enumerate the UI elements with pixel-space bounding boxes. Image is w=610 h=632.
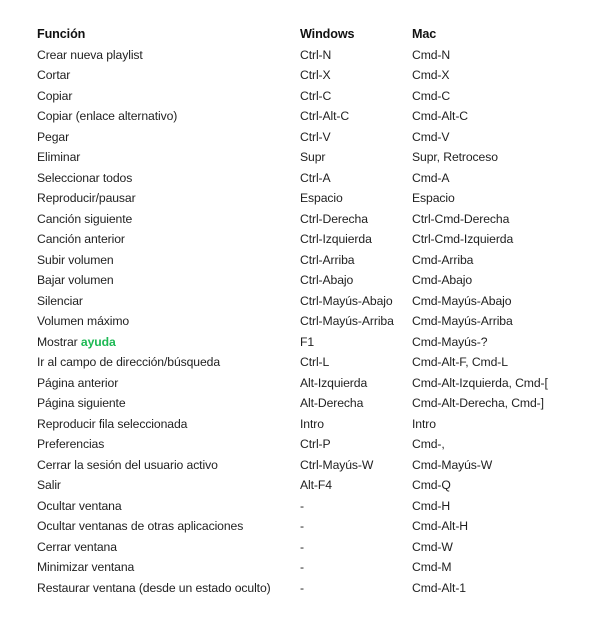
- function-label: Seleccionar todos: [37, 170, 133, 185]
- function-cell: [37, 475, 300, 496]
- mac-shortcut: Cmd-Alt-C: [412, 109, 468, 123]
- mac-shortcut: Cmd-X: [412, 68, 450, 82]
- table-row: [37, 455, 597, 476]
- windows-shortcut: -: [300, 580, 304, 595]
- header-mac: Mac: [412, 27, 437, 41]
- table-row: [37, 537, 597, 558]
- mac-shortcut: Cmd-V: [412, 129, 450, 144]
- mac-shortcut: Cmd-,: [412, 437, 445, 451]
- windows-shortcut: Alt-Izquierda: [300, 375, 368, 390]
- function-label: Reproducir/pausar: [37, 191, 136, 205]
- mac-shortcut: Cmd-Arriba: [412, 252, 474, 267]
- mac-shortcut: Cmd-Alt-1: [412, 580, 466, 595]
- mac-shortcut: Cmd-Alt-F, Cmd-L: [412, 355, 508, 369]
- table-row: [37, 65, 597, 86]
- function-label: Salir: [37, 478, 61, 492]
- function-cell: [37, 516, 300, 537]
- mac-shortcut: Cmd-Alt-Derecha, Cmd-]: [412, 396, 544, 410]
- windows-shortcut: Ctrl-N: [300, 47, 332, 62]
- function-label: Minimizar ventana: [37, 560, 135, 574]
- function-cell: [37, 352, 300, 373]
- table-row: [37, 229, 597, 250]
- function-label: Canción anterior: [37, 232, 125, 246]
- function-label: Mostrar: [37, 334, 78, 349]
- function-label: Página siguiente: [37, 396, 126, 410]
- function-cell: [37, 250, 300, 271]
- function-label: Cortar: [37, 68, 71, 82]
- windows-shortcut: Intro: [300, 416, 324, 431]
- table-row: [37, 127, 597, 148]
- function-label: Eliminar: [37, 150, 81, 164]
- function-cell: [37, 537, 300, 558]
- function-label: Ir al campo de dirección/búsqueda: [37, 355, 221, 369]
- function-cell: [37, 557, 300, 578]
- help-highlight: ayuda: [80, 334, 116, 349]
- function-label: Ocultar ventana: [37, 498, 122, 513]
- function-label: Copiar: [37, 88, 73, 103]
- table-row: [37, 578, 597, 599]
- mac-shortcut: Cmd-H: [412, 498, 451, 513]
- table-row: [37, 147, 597, 168]
- function-label: Volumen máximo: [37, 314, 130, 328]
- function-label: Preferencias: [37, 437, 105, 451]
- mac-shortcut: Cmd-Mayús-Abajo: [412, 293, 512, 308]
- function-label: Canción siguiente: [37, 211, 133, 226]
- windows-shortcut: Ctrl-Abajo: [300, 273, 354, 287]
- windows-shortcut: -: [300, 560, 304, 574]
- mac-shortcut: Espacio: [412, 191, 455, 205]
- function-label: Crear nueva playlist: [37, 47, 143, 62]
- function-cell: [37, 455, 300, 476]
- table-row: [37, 332, 597, 353]
- mac-shortcut: Supr, Retroceso: [412, 150, 498, 164]
- windows-shortcut: Ctrl-Mayús-W: [300, 457, 374, 472]
- table-row: [37, 86, 597, 107]
- function-cell: [37, 393, 300, 414]
- windows-shortcut: F1: [300, 334, 315, 349]
- function-label: Cerrar ventana: [37, 539, 117, 554]
- function-cell: [37, 434, 300, 455]
- table-row: [37, 516, 597, 537]
- function-label: Restaurar ventana (desde un estado oculto): [37, 580, 271, 595]
- function-label: Subir volumen: [37, 252, 114, 267]
- function-cell: [37, 291, 300, 312]
- table-row: [37, 106, 597, 127]
- shortcuts-table: [37, 24, 597, 598]
- windows-shortcut: -: [300, 519, 304, 533]
- windows-shortcut: Ctrl-L: [300, 355, 330, 369]
- function-label: Reproducir fila seleccionada: [37, 416, 188, 431]
- mac-shortcut: Cmd-Mayús-Arriba: [412, 314, 513, 328]
- mac-shortcut: Intro: [412, 416, 436, 431]
- function-cell: [37, 106, 300, 127]
- table-row: [37, 270, 597, 291]
- table-row: [37, 168, 597, 189]
- windows-shortcut: Ctrl-Mayús-Abajo: [300, 293, 393, 308]
- function-cell: [37, 332, 300, 353]
- table-row: [37, 352, 597, 373]
- windows-shortcut: Ctrl-Arriba: [300, 252, 355, 267]
- table-row: [37, 373, 597, 394]
- table-row: [37, 311, 597, 332]
- windows-shortcut: Supr: [300, 150, 326, 164]
- function-cell: [37, 147, 300, 168]
- function-label: Bajar volumen: [37, 273, 114, 287]
- table-row: [37, 475, 597, 496]
- function-cell: [37, 373, 300, 394]
- function-cell: [37, 168, 300, 189]
- function-cell: [37, 229, 300, 250]
- table-row: [37, 434, 597, 455]
- mac-shortcut: Cmd-M: [412, 560, 452, 574]
- windows-shortcut: Ctrl-P: [300, 437, 331, 451]
- table-row: [37, 291, 597, 312]
- table-row: [37, 250, 597, 271]
- table-row: [37, 414, 597, 435]
- windows-shortcut: Ctrl-Izquierda: [300, 232, 372, 246]
- function-cell: [37, 270, 300, 291]
- function-cell: [37, 414, 300, 435]
- function-label: Página anterior: [37, 375, 119, 390]
- function-cell: [37, 188, 300, 209]
- windows-shortcut: Ctrl-A: [300, 170, 331, 185]
- function-cell: [37, 127, 300, 148]
- header-windows: Windows: [300, 27, 355, 41]
- windows-shortcut: Ctrl-V: [300, 129, 331, 144]
- function-cell: [37, 86, 300, 107]
- windows-shortcut: Alt-Derecha: [300, 396, 364, 410]
- table-header-row: [37, 24, 597, 45]
- windows-shortcut: Ctrl-Derecha: [300, 211, 368, 226]
- table-row: [37, 45, 597, 66]
- mac-shortcut: Cmd-Alt-Izquierda, Cmd-[: [412, 375, 548, 390]
- function-label: Pegar: [37, 129, 70, 144]
- mac-shortcut: Cmd-Alt-H: [412, 519, 468, 533]
- function-cell: [37, 311, 300, 332]
- mac-shortcut: Cmd-Q: [412, 478, 451, 492]
- mac-shortcut: Ctrl-Cmd-Derecha: [412, 211, 510, 226]
- windows-shortcut: Ctrl-Mayús-Arriba: [300, 314, 394, 328]
- mac-shortcut: Ctrl-Cmd-Izquierda: [412, 232, 514, 246]
- mac-shortcut: Cmd-Mayús-?: [412, 334, 488, 349]
- function-label: Ocultar ventanas de otras aplicaciones: [37, 519, 244, 533]
- mac-shortcut: Cmd-W: [412, 539, 453, 554]
- windows-shortcut: -: [300, 498, 304, 513]
- windows-shortcut: Alt-F4: [300, 478, 332, 492]
- function-label: Cerrar la sesión del usuario activo: [37, 457, 218, 472]
- function-cell: [37, 45, 300, 66]
- header-function: Función: [37, 27, 86, 41]
- function-label: Copiar (enlace alternativo): [37, 109, 178, 123]
- function-cell: [37, 209, 300, 230]
- table-row: [37, 496, 597, 517]
- windows-shortcut: Ctrl-C: [300, 88, 332, 103]
- windows-shortcut: -: [300, 539, 304, 554]
- table-row: [37, 209, 597, 230]
- mac-shortcut: Cmd-Mayús-W: [412, 457, 493, 472]
- mac-shortcut: Cmd-N: [412, 47, 451, 62]
- mac-shortcut: Cmd-Abajo: [412, 273, 473, 287]
- windows-shortcut: Ctrl-X: [300, 68, 331, 82]
- function-cell: [37, 65, 300, 86]
- table-row: [37, 188, 597, 209]
- function-cell: [37, 578, 300, 599]
- function-cell: [37, 496, 300, 517]
- mac-shortcut: Cmd-C: [412, 88, 451, 103]
- function-label: Silenciar: [37, 293, 83, 308]
- windows-shortcut: Ctrl-Alt-C: [300, 109, 350, 123]
- table-row: [37, 557, 597, 578]
- mac-shortcut: Cmd-A: [412, 170, 450, 185]
- table-row: [37, 393, 597, 414]
- windows-shortcut: Espacio: [300, 191, 343, 205]
